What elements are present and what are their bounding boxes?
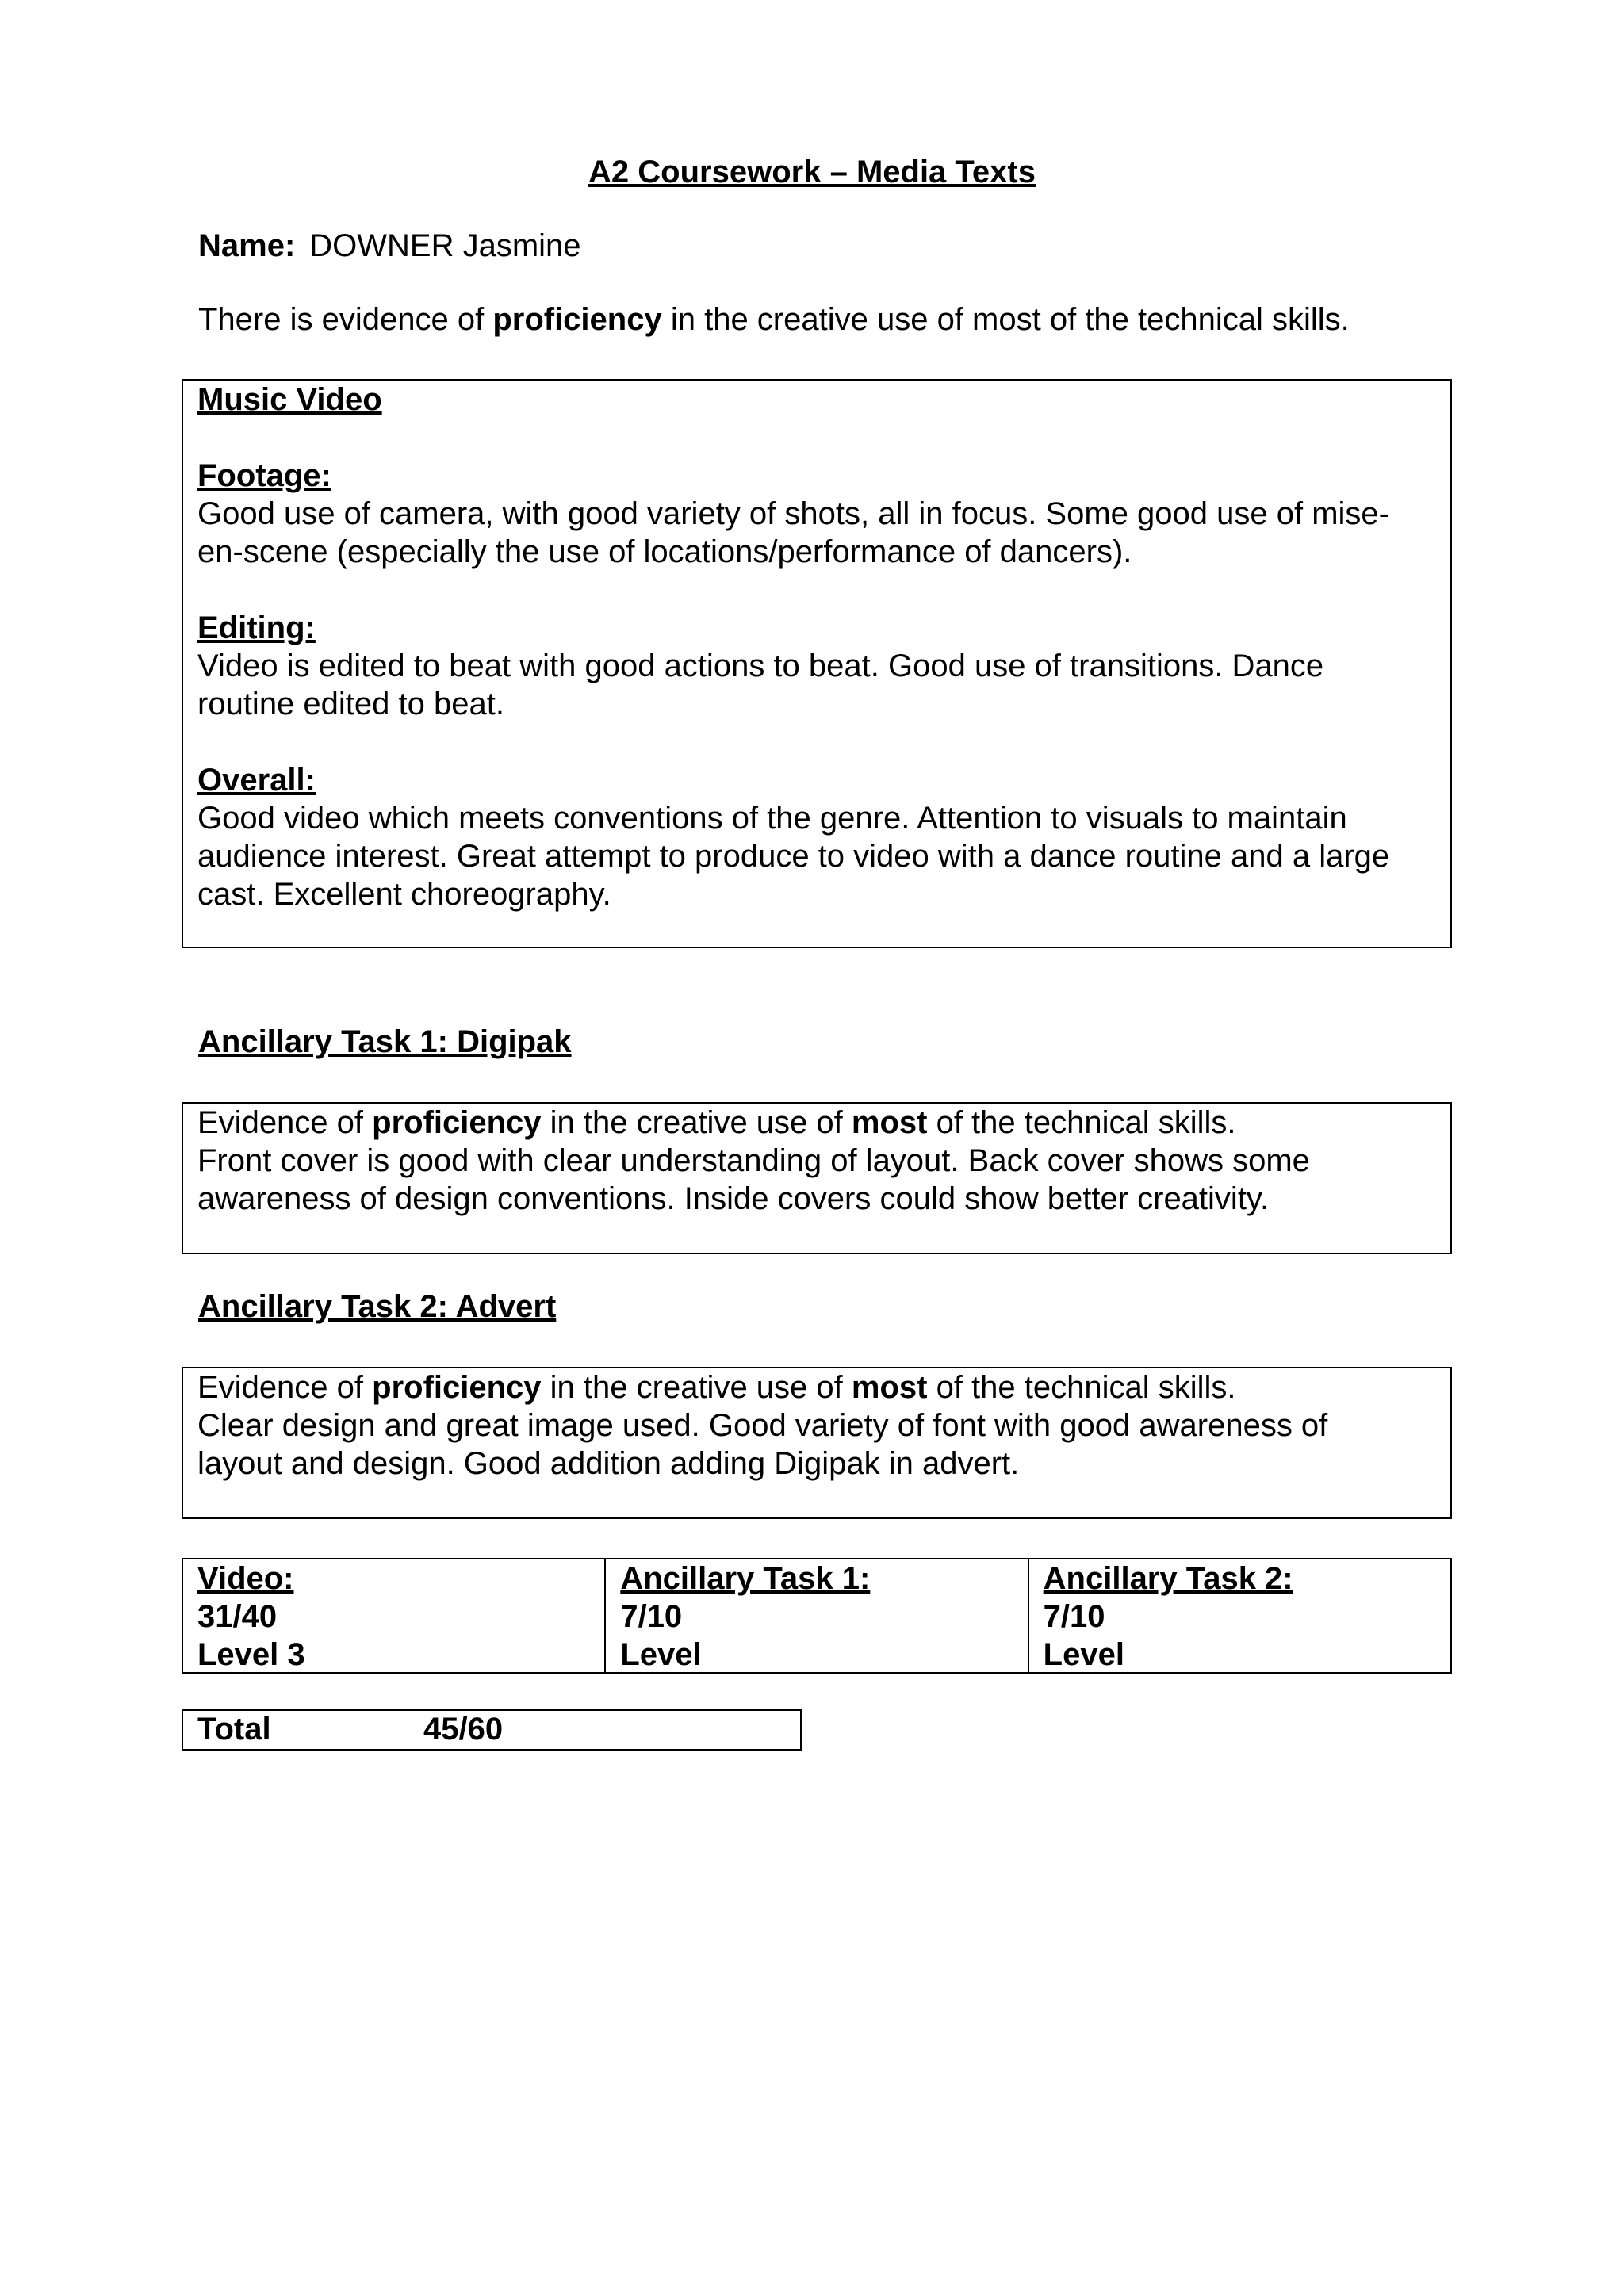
marks-level-task1: Level [620, 1637, 702, 1672]
footage-heading: Footage: [197, 458, 331, 493]
overall-line: cast. Excellent choreography. [197, 877, 611, 912]
marks-level-video: Level 3 [197, 1637, 305, 1672]
ancillary-task-1-heading: Ancillary Task 1: Digipak [198, 1024, 572, 1059]
student-name: DOWNER Jasmine [309, 228, 581, 263]
music-video-box [182, 379, 1452, 948]
total-value: 45/60 [423, 1712, 504, 1747]
marks-cell-task2 [1028, 1559, 1450, 1672]
document-title: A2 Coursework – Media Texts [588, 155, 1036, 189]
marks-table [182, 1558, 1452, 1674]
ancillary-1-text: in the creative use of [541, 1105, 852, 1140]
marks-score-task2: 7/10 [1043, 1599, 1105, 1634]
footage-line: en-scene (especially the use of locations/performance of dancers). [197, 534, 1132, 569]
footage-line: Good use of camera, with good variety of shots, all in focus. Some good use of mise- [197, 496, 1389, 531]
student-name-line [198, 227, 581, 265]
ancillary-1-text: of the technical skills. [927, 1105, 1236, 1140]
ancillary-2-summary-line [197, 1368, 1436, 1406]
intro-statement [198, 300, 1350, 339]
marks-cell-task1 [604, 1559, 1027, 1672]
marks-score-video: 31/40 [197, 1599, 278, 1634]
ancillary-task-2-box [182, 1367, 1452, 1519]
marks-score-task1: 7/10 [620, 1599, 683, 1634]
marks-heading-video: Video: [197, 1561, 294, 1596]
ancillary-1-text: Evidence of [197, 1105, 373, 1140]
music-video-heading: Music Video [197, 382, 382, 417]
editing-heading: Editing: [197, 610, 316, 645]
ancillary-1-bold-most: most [851, 1105, 928, 1140]
marks-cell-video [183, 1559, 604, 1672]
editing-line: routine edited to beat. [197, 687, 504, 721]
ancillary-1-summary-line [197, 1104, 1436, 1142]
marks-heading-task1: Ancillary Task 1: [620, 1561, 871, 1596]
intro-text-before: There is evidence of [198, 302, 493, 337]
ancillary-2-text: of the technical skills. [927, 1370, 1236, 1405]
ancillary-2-text: Evidence of [197, 1370, 373, 1405]
marks-heading-task2: Ancillary Task 2: [1043, 1561, 1293, 1596]
ancillary-2-text: in the creative use of [541, 1370, 852, 1405]
overall-line: audience interest. Great attempt to produce to video with a dance routine and a large [197, 839, 1390, 874]
intro-text-after: in the creative use of most of the technical skills. [661, 302, 1350, 337]
ancillary-2-line: Clear design and great image used. Good variety of font with good awareness of [197, 1408, 1328, 1443]
ancillary-1-line: Front cover is good with clear understanding of layout. Back cover shows some [197, 1143, 1310, 1178]
ancillary-2-bold-most: most [851, 1370, 928, 1405]
ancillary-task-2-heading: Ancillary Task 2: Advert [198, 1289, 557, 1324]
ancillary-2-line: layout and design. Good addition adding Digipak in advert. [197, 1446, 1020, 1481]
total-box [182, 1709, 802, 1751]
ancillary-task-1-box [182, 1102, 1452, 1254]
total-label: Total [197, 1712, 271, 1747]
overall-heading: Overall: [197, 763, 316, 798]
ancillary-1-line: awareness of design conventions. Inside covers could show better creativity. [197, 1181, 1270, 1216]
marks-level-task2: Level [1043, 1637, 1124, 1672]
editing-line: Video is edited to beat with good actions to beat. Good use of transitions. Dance [197, 649, 1324, 683]
name-label: Name: [198, 228, 296, 263]
ancillary-1-bold-proficiency: proficiency [372, 1105, 542, 1140]
intro-text-bold: proficiency [492, 302, 662, 337]
overall-line: Good video which meets conventions of the genre. Attention to visuals to maintain [197, 801, 1347, 836]
ancillary-2-bold-proficiency: proficiency [372, 1370, 542, 1405]
